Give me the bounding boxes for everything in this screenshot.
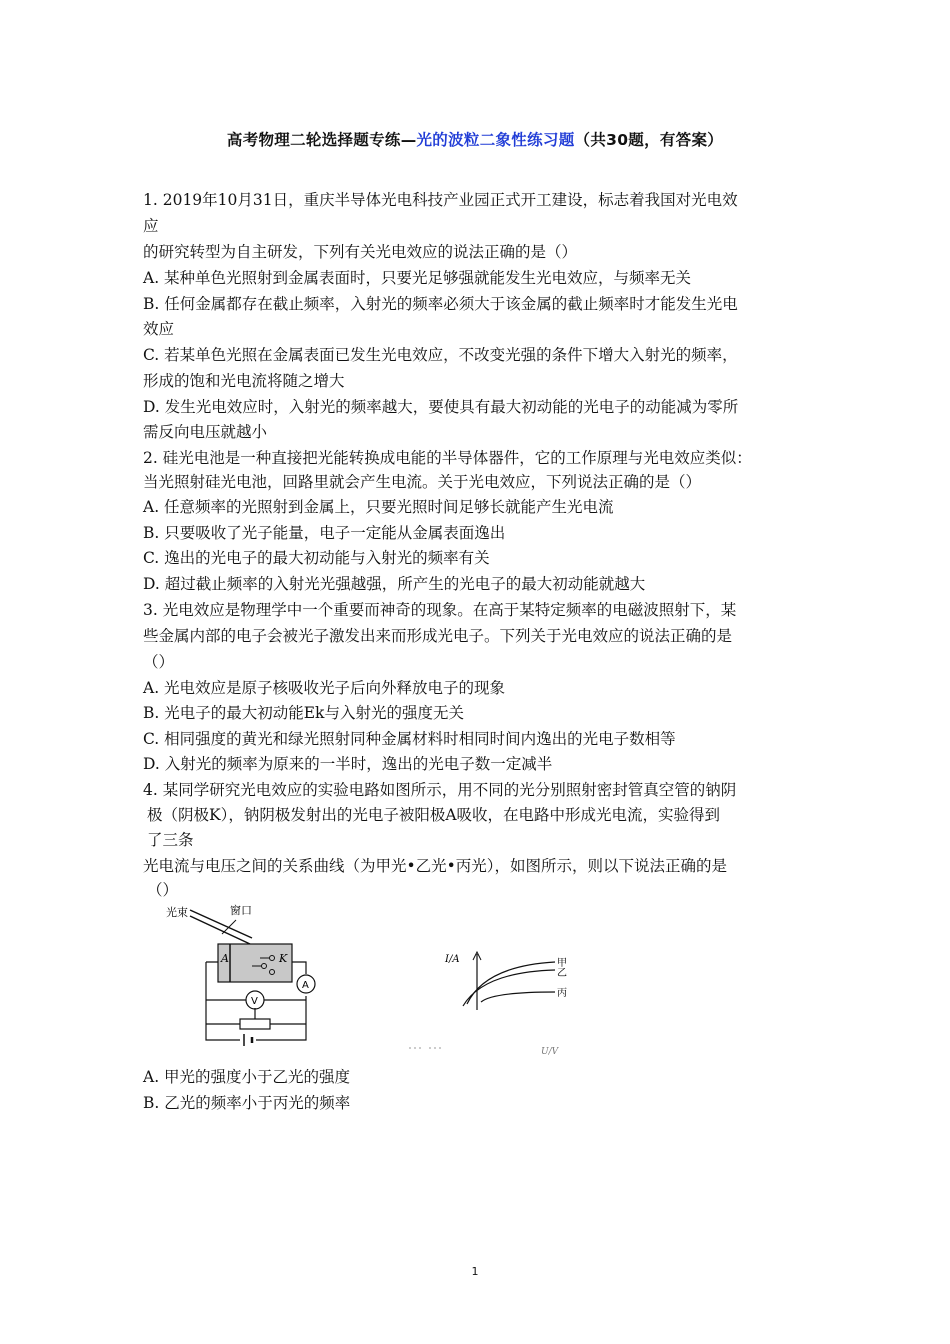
q3-line-1: 3. 光电效应是物理学中一个重要而神奇的现象。在高于某特定频率的电磁波照射下，某 xyxy=(143,601,737,619)
curve-bing xyxy=(481,992,555,1002)
q1-option-a: A. 某种单色光照射到金属表面时，只要光足够强就能发生光电效应，与频率无关 xyxy=(143,269,692,287)
curve-label-jia: 甲 xyxy=(557,958,567,969)
q2-option-c: C. 逸出的光电子的最大初动能与入射光的频率有关 xyxy=(143,549,490,567)
beam-label: 光束 xyxy=(166,906,188,919)
q1-line-1: 1. 2019年10月31日，重庆半导体光电科技产业园正式开工建设，标志着我国对光电效 xyxy=(143,191,738,209)
q3-option-a: A. 光电效应是原子核吸收光子后向外释放电子的现象 xyxy=(143,679,506,697)
q1-option-d-cont: 需反向电压就越小 xyxy=(143,423,268,441)
q2-line-1: 2. 硅光电池是一种直接把光能转换成电能的半导体器件，它的工作原理与光电效应类似： xyxy=(143,449,752,467)
q2-option-d: D. 超过截止频率的入射光光强越强，所产生的光电子的最大初动能就越大 xyxy=(143,575,646,593)
page-title xyxy=(0,128,950,150)
title-prefix: 高考物理二轮选择题专练— xyxy=(226,131,417,149)
window-label: 窗口 xyxy=(230,904,252,917)
q1-option-b: B. 任何金属都存在截止频率，入射光的频率必须大于该金属的截止频率时才能发生光电 xyxy=(143,295,738,313)
ammeter-label: A xyxy=(302,980,309,991)
circuit-figure xyxy=(160,900,330,1060)
q1-option-d: D. 发生光电效应时，入射光的频率越大，要使具有最大初动能的光电子的动能减为零所 xyxy=(143,398,739,416)
q1-option-c-cont: 形成的饱和光电流将随之增大 xyxy=(143,372,345,390)
voltmeter-label: V xyxy=(251,996,258,1007)
q4-line-4: 光电流与电压之间的关系曲线（为甲光•乙光•丙光），如图所示，则以下说法正确的是 xyxy=(143,857,728,875)
q4-line-2: 极（阴极K），钠阴极发射出的光电子被阳极A吸收，在电路中形成光电流，实验得到 xyxy=(147,806,721,824)
q2-option-b: B. 只要吸收了光子能量，电子一定能从金属表面逸出 xyxy=(143,524,506,542)
q4-line-3: 了三条 xyxy=(147,831,194,849)
q1-line-3: 的研究转型为自主研发，下列有关光电效应的说法正确的是（） xyxy=(143,243,578,261)
graph-x-mark: U/V xyxy=(541,1047,559,1057)
q1-line-2: 应 xyxy=(143,217,159,235)
q1-option-b-cont: 效应 xyxy=(143,320,175,338)
q4-line-1: 4. 某同学研究光电效应的实验电路如图所示，用不同的光分别照射密封管真空管的钠阴 xyxy=(143,781,737,799)
q3-line-2: 些金属内部的电子会被光子激发出来而形成光电子。下列关于光电效应的说法正确的是 xyxy=(143,627,733,645)
cathode-label: K xyxy=(279,952,288,965)
curve-label-yi: 乙 xyxy=(557,968,567,979)
q2-option-a: A. 任意频率的光照射到金属上，只要光照时间足够长就能产生光电流 xyxy=(143,498,614,516)
curve-jia xyxy=(467,962,555,1004)
q1-option-c: C. 若某单色光照在金属表面已发生光电效应，不改变光强的条件下增大入射光的频率， xyxy=(143,346,738,364)
page-number: 1 xyxy=(471,1265,479,1278)
q2-line-2: 当光照射硅光电池，回路里就会产生电流。关于光电效应，下列说法正确的是（） xyxy=(143,473,702,491)
graph-y-label: I/A xyxy=(445,954,460,965)
title-topic: 光的波粒二象性练习题 xyxy=(416,131,575,149)
title-suffix: （共30题，有答案） xyxy=(574,131,724,149)
q3-option-d: D. 入射光的频率为原来的一半时，逸出的光电子数一定减半 xyxy=(143,755,553,773)
q4-option-b: B. 乙光的频率小于丙光的频率 xyxy=(143,1094,351,1112)
q3-line-3: （） xyxy=(143,653,175,671)
anode-label: A xyxy=(221,952,229,965)
curve-label-bing: 丙 xyxy=(557,988,567,999)
iu-graph-figure xyxy=(405,948,585,1060)
window-pointer xyxy=(222,920,236,934)
q3-option-c: C. 相同强度的黄光和绿光照射同种金属材料时相同时间内逸出的光电子数相等 xyxy=(143,730,676,748)
q4-option-a: A. 甲光的强度小于乙光的强度 xyxy=(143,1068,351,1086)
q3-option-b: B. 光电子的最大初动能Ek与入射光的强度无关 xyxy=(143,704,464,722)
q4-line-5: （） xyxy=(147,881,179,899)
light-beam-lower xyxy=(190,916,250,944)
rheostat xyxy=(240,1019,270,1029)
